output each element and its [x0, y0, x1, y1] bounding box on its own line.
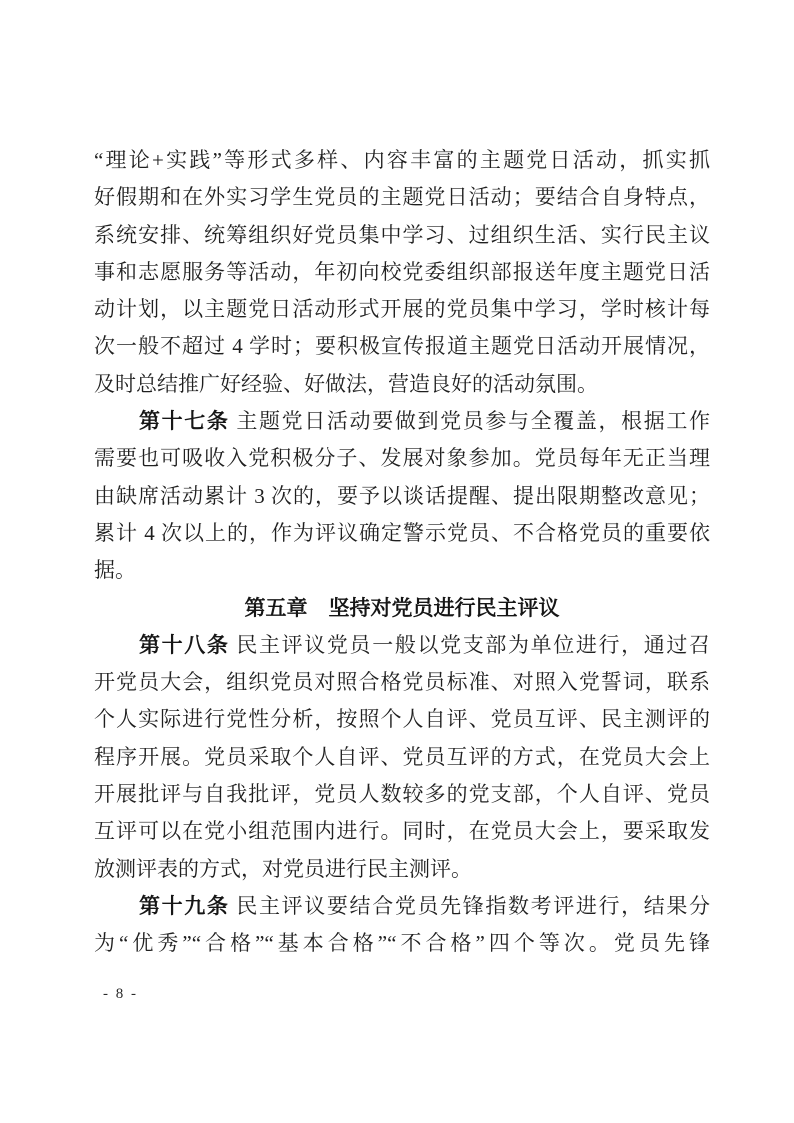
text-line: 开展批评与自我批评，党员人数较多的党支部，个人自评、党员 — [94, 782, 710, 807]
article-number: 第十七条 — [139, 410, 230, 434]
text-line: 动计划，以主题党日活动形式开展的党员集中学习，学时核计每 — [94, 297, 710, 322]
text-line: 好假期和在外实习学生党员的主题党日活动；要结合自身特点， — [94, 185, 710, 210]
text-line: 第十八条 民主评议党员一般以党支部为单位进行，通过召 — [139, 632, 711, 657]
text-line: 程序开展。党员采取个人自评、党员互评的方式，在党员大会上 — [94, 744, 710, 769]
page-number: - 8 - — [103, 986, 138, 1002]
text-line: 第十七条 主题党日活动要做到党员参与全覆盖，根据工作 — [139, 409, 711, 434]
chapter-heading: 第五章 坚持对党员进行民主评议 — [244, 596, 560, 620]
text-line: 放测评表的方式，对党员进行民主测评。 — [94, 856, 472, 881]
text-line: 个人实际进行党性分析，按照个人自评、党员互评、民主测评的 — [94, 707, 710, 732]
text-line: 为“优秀”“合格”“基本合格”“不合格”四个等次。党员先锋 — [94, 931, 710, 956]
text-line: 互评可以在党小组范围内进行。同时，在党员大会上，要采取发 — [94, 819, 710, 844]
article-number: 第十八条 — [139, 633, 230, 657]
text-line: 据。 — [94, 558, 136, 583]
text-line: 及时总结推广好经验、好做法，营造良好的活动氛围。 — [94, 371, 598, 396]
text-line: 需要也可吸收入党积极分子、发展对象参加。党员每年无正当理 — [94, 446, 710, 471]
text-line: 第十九条 民主评议要结合党员先锋指数考评进行，结果分 — [139, 893, 711, 918]
document-body — [94, 142, 710, 963]
text-line: 事和志愿服务等活动，年初向校党委组织部报送年度主题党日活 — [94, 259, 710, 284]
text-line: 由缺席活动累计 3 次的，要予以谈话提醒、提出限期整改意见； — [94, 483, 710, 508]
text-line: 累计 4 次以上的，作为评议确定警示党员、不合格党员的重要依 — [94, 520, 710, 545]
text-line: “理论+实践”等形式多样、内容丰富的主题党日活动，抓实抓 — [94, 148, 710, 172]
text-line: 系统安排、统筹组织好党员集中学习、过组织生活、实行民主议 — [94, 222, 710, 247]
text-line: 次一般不超过 4 学时；要积极宣传报道主题党日活动开展情况， — [94, 334, 710, 359]
text-line: 开党员大会，组织党员对照合格党员标准、对照入党誓词，联系 — [94, 670, 710, 695]
article-number: 第十九条 — [139, 894, 230, 918]
